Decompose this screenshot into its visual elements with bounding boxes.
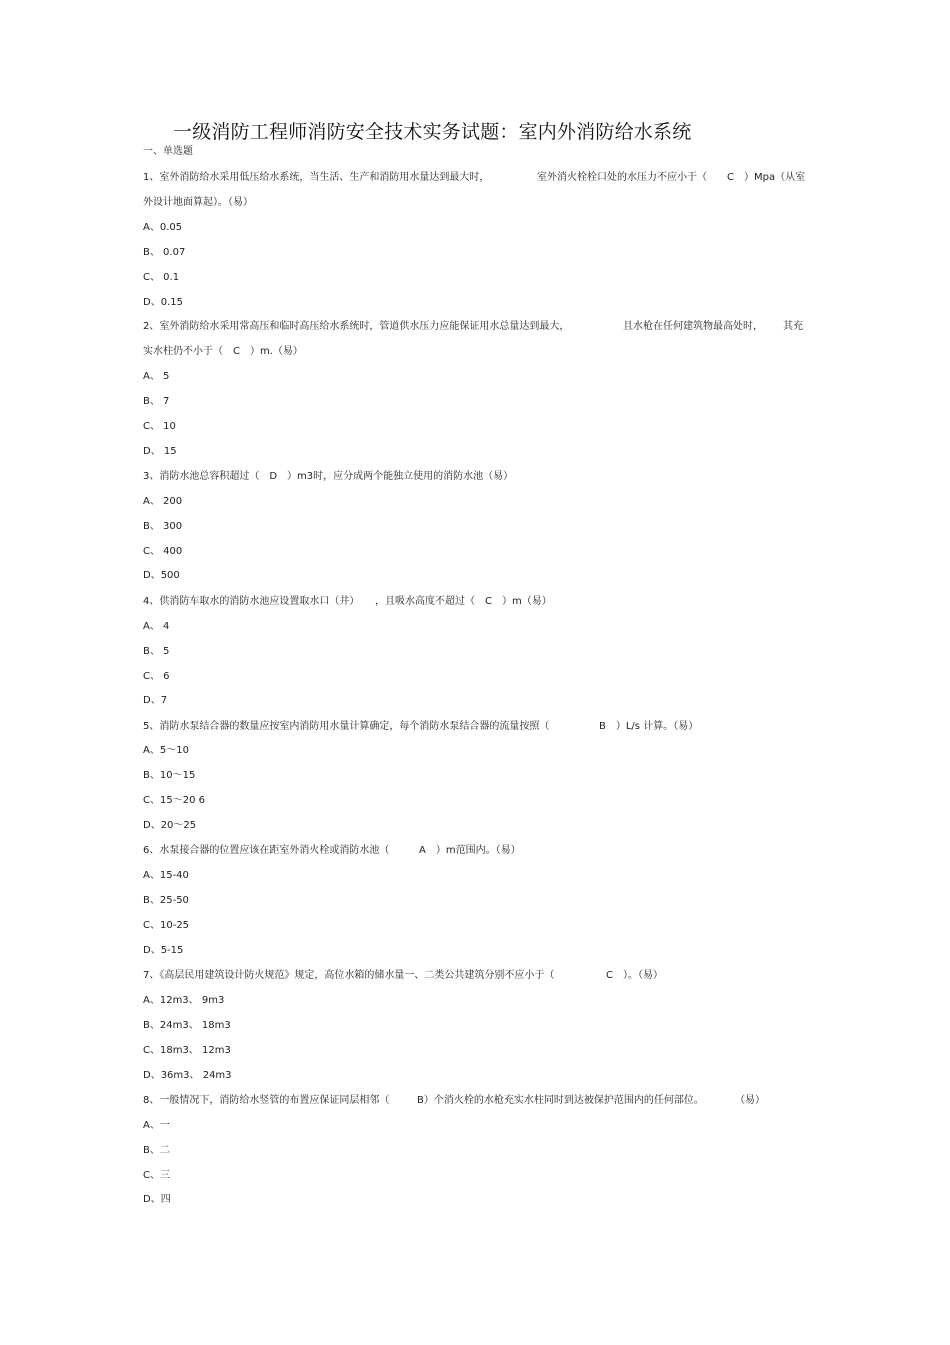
option-7d: D、36m3、 24m3 [143,1070,232,1081]
question-2-continued: 实水柱仍不小于（ C ）m.（易） [143,346,303,357]
question-1-continued: 外设计地面算起）。（易） [143,197,253,208]
option-2b: B、 7 [143,396,170,407]
option-4c: C、 6 [143,671,170,682]
option-1c: C、 0.1 [143,272,180,283]
question-7-text-a: 7、《高层民用建筑设计防火规范》规定，高位水箱的储水量一、二类公共建筑分别不应小于（ [143,970,555,981]
option-6b: B、25-50 [143,895,189,906]
question-2-text-c: 其充 [783,321,803,332]
option-3b: B、 300 [143,521,183,532]
option-7a: A、12m3、 9m3 [143,995,225,1006]
option-2d: D、 15 [143,446,177,457]
question-5-text-a: 5、消防水泵结合器的数量应按室内消防用水量计算确定，每个消防水泵结合器的流量按照（ [143,721,550,732]
option-1d: D、0.15 [143,297,183,308]
question-7-text-b: C ）。（易） [606,970,663,981]
question-5-text-b: B ）L/s 计算。（易） [599,721,699,732]
option-8a: A、一 [143,1120,170,1131]
question-3: 3、消防水池总容积超过（ D ）m3时，应分成两个能独立使用的消防水池（易） [143,471,514,482]
option-5c: C、15～20 6 [143,795,205,806]
question-8-text-b: B）个消火栓的水枪充实水柱同时到达被保护范围内的任何部位。 [417,1095,704,1106]
question-2-text-a: 2、室外消防给水采用常高压和临时高压给水系统时，管道供水压力应能保证用水总量达到最大， [143,321,570,332]
question-1-text-b: 室外消火栓栓口处的水压力不应小于（ C ）Mpa（从室 [537,172,806,183]
option-7b: B、24m3、 18m3 [143,1020,231,1031]
question-1-text-a: 1、室外消防给水采用低压给水系统，当生活、生产和消防用水量达到最大时， [143,172,490,183]
question-8-text-c: （易） [735,1095,765,1106]
question-8-text-a: 8、一般情况下，消防给水竖管的布置应保证同层相邻（ [143,1095,390,1106]
option-8c: C、三 [143,1170,170,1181]
option-8d: D、四 [143,1194,171,1205]
option-4a: A、 4 [143,621,170,632]
option-5b: B、10～15 [143,770,196,781]
option-8b: B、二 [143,1145,170,1156]
option-5a: A、5～10 [143,745,189,756]
option-4d: D、7 [143,695,168,706]
question-4-text-a: 4、供消防车取水的消防水池应设置取水口（井） [143,596,360,607]
option-6d: D、5-15 [143,945,184,956]
option-1b: B、 0.07 [143,247,186,258]
option-2a: A、 5 [143,371,170,382]
option-4b: B、 5 [143,646,170,657]
question-6-text-b: A ）m范围内。（易） [419,845,521,856]
option-3c: C、 400 [143,546,183,557]
option-6c: C、10-25 [143,920,190,931]
question-6-text-a: 6、水泵接合器的位置应该在距室外消火栓或消防水池（ [143,845,390,856]
option-3d: D、500 [143,570,180,581]
option-6a: A、15-40 [143,870,189,881]
page-title: 一级消防工程师消防安全技术实务试题：室内外消防给水系统 [173,121,692,143]
option-1a: A、0.05 [143,222,183,233]
option-7c: C、18m3、 12m3 [143,1045,231,1056]
option-3a: A、 200 [143,496,183,507]
option-5d: D、20～25 [143,820,197,831]
question-4-text-b: ，且吸水高度不超过（ C ）m（易） [375,596,552,607]
option-2c: C、 10 [143,421,176,432]
section-heading: 一、单选题 [143,146,193,157]
question-2-text-b: 且水枪在任何建筑物最高处时， [623,321,763,332]
